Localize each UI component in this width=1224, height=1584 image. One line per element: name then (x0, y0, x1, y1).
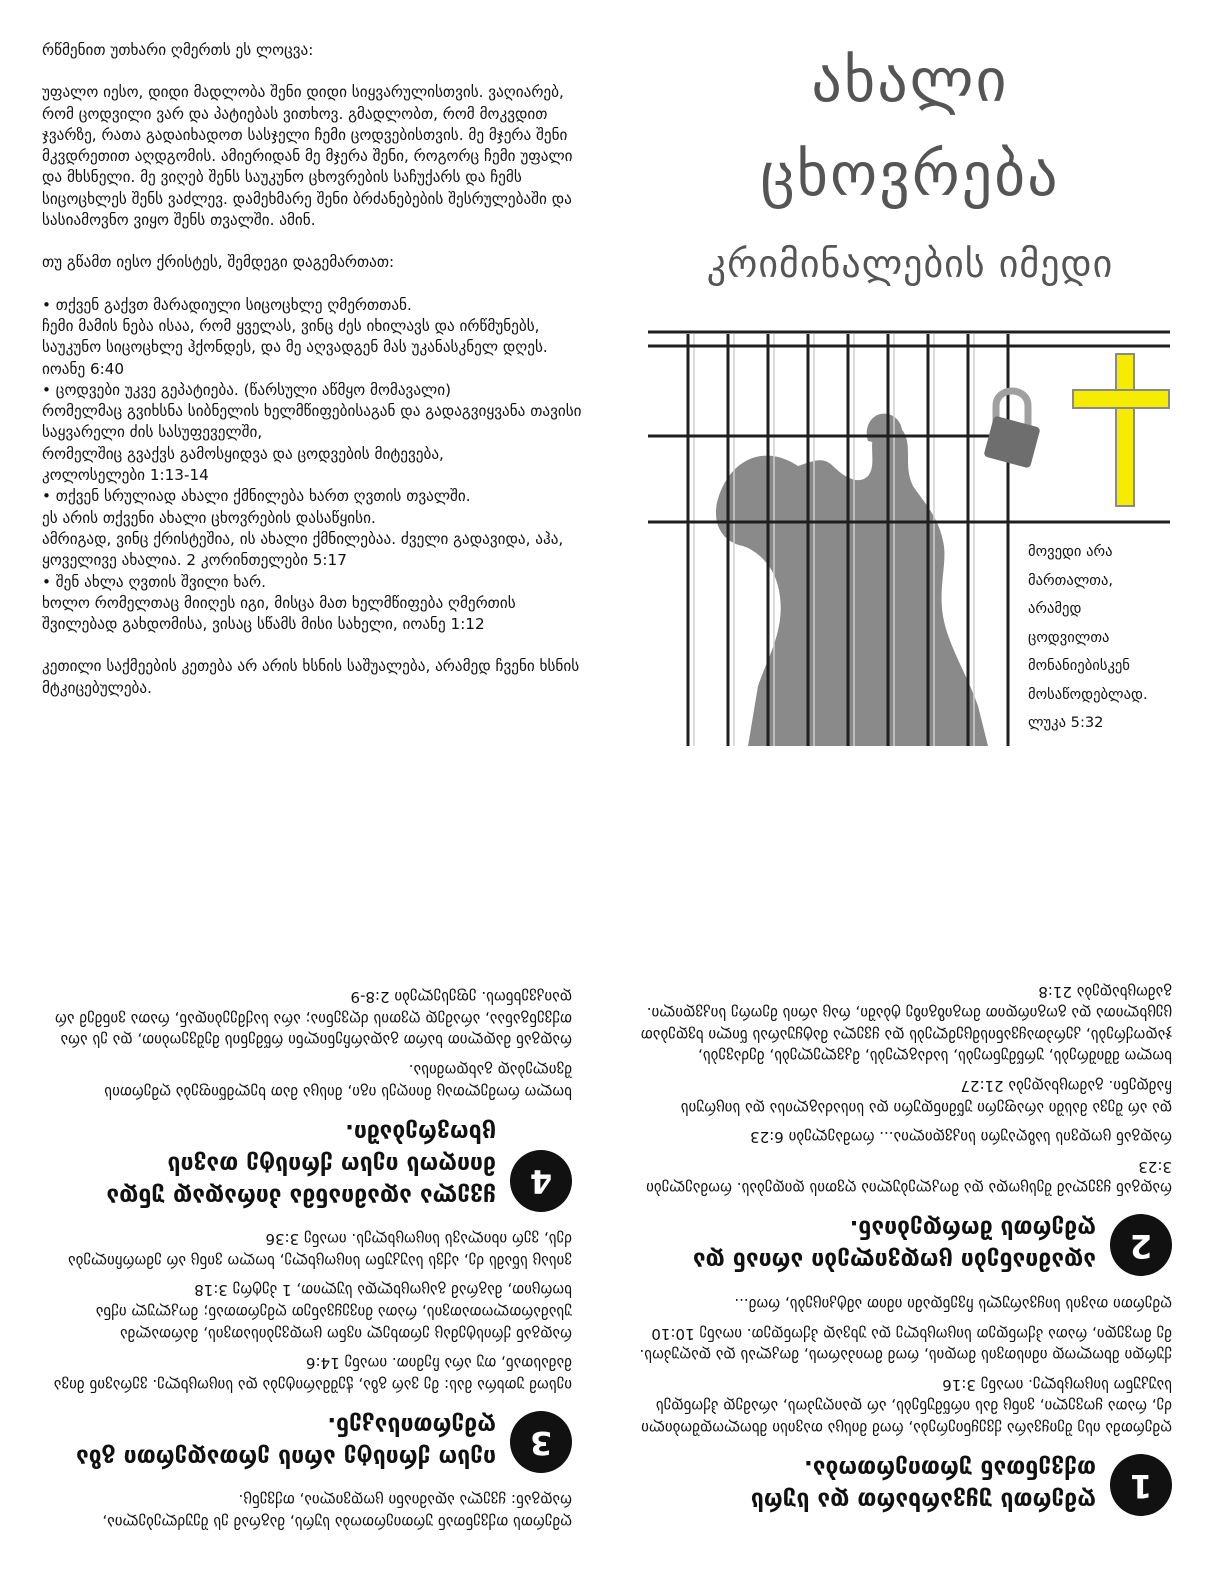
step-number-badge: 1 (1110, 1454, 1172, 1516)
step-paragraph: ღმერთმა ისე შეიყვარა ქვეყნიერება, რომ მისცა თავისი მხოლოდშობილი ძე, რათა ყოველი, ვინც მას ირწმუნებს, არ დაიღუპოს, არამედ ჰქონდეს საუკუნო სიცოცხლე. იოანე 3:16 (641, 1375, 1172, 1437)
step-paragraph: რადგან ქრისტემაც ერთხელ ივნო ცოდვებისათვის, მართალმა უსამართლოთათვის, რათა მივეყვანეთ ღმერთთან; მოკლულ იქნა ხორცით, მაგრამ გაცოცხლდა სულით, 1 პეტრე 3:18 (95, 1281, 572, 1343)
step-2 (632, 1212, 1172, 1276)
step-number-badge: 3 (510, 1411, 572, 1473)
step-4 (40, 1116, 572, 1212)
step-paragraph: ღმერთი თავის სიყვარულს ჩვენდამი იმით ამტკიცებს, რომ... (734, 1295, 1172, 1314)
cover-quote: მოვედი არა მართალთა, არამედ ცოდვილთა მონანიებისკენ მოსაწოდებლად. ლუკა 5:32 (1028, 543, 1148, 731)
prayer-text: უფალო იესო, დიდი მადლობა შენი დიდი სიყვარულისთვის. ვაღიარებ, რომ ცოდვილი ვარ და პატიებას ვითხოვ. გმადლობთ, რომ მოკვდით ჯვარზე, რათა გადაიხადოთ სასჯელი ჩემი ცოდვებისთვის. მე მჯერა შენი მკვდრეთით აღდგომის. ამიერიდან მე მჯერა შენი, როგორც ჩემი უფალი და მხსნელი. მე ვიღებ შენს საუკუნო ცხოვრების საჩუქარს და ჩემს სიცოცხლეს შენს ვაძლევ. დამეხმარე შენი ბრძანებების შესრულებაში და სასიამოვნო ვიყო შენს თვალში. ამინ. (42, 83, 573, 230)
benefit-item: • თქვენ გაქვთ მარადიული სიცოცხლე ღმერთთან. ჩემი მამის ნება ისაა, რომ ყველას, ვინც ძეს იხილავს და ირწმუნებს, საუკუნო სიცოცხლე ჰქონდეს, და მე აღვადგენ მას უკანასკნელ დღეს. იოანე 6:40 (42, 295, 548, 378)
benefit-item: • თქვენ სრულიად ახალი ქმნილება ხართ ღვთის თვალში. ეს არის თქვენი ახალი ცხოვრების დასაწყისი. ამრიგად, ვინც ქრისტეშია, ის ახალი ქმნილებაა. ძველი გადავიდა, აჰა, ყოველივე ახალია. 2 კორინთელები 5:17 (42, 487, 564, 570)
prayer-panel (42, 40, 587, 699)
step-paragraph: და არ შევა მასში არაფერი უწმინდური და სისაძაგლისა და სიცრუის ჩამდენი. გამოცხადება 21:27 (680, 1077, 1172, 1117)
intro-prompt: რწმენით უთხარი ღმერთს ეს ლოცვა: (42, 41, 314, 59)
step-title: ადამიანები ცოდვილები არიან და ღმერთს შორდებიან. (692, 1215, 1096, 1274)
step-paragraph: რადგან მადლით ხართ გადარჩენილნი რწმენის მეშვეობით, და ეს არა თქვენგანაა, არამედ ღვთის ძღვენია; არა საქმეებიდან, რათა ვინმემ არ დაიკვეხნოს. ეფესელები 2:8-9 (54, 988, 572, 1050)
prisoner-silhouette (716, 423, 988, 746)
padlock-icon (983, 391, 1040, 468)
step-paragraph: ვისაც სწამს ძე, აქვს საუკუნო სიცოცხლე, ხოლო ვინც არ ემორჩილება ძეს, ვერ იხილავს სიცოცხლეს. იოანე 3:36 (67, 1230, 572, 1270)
step-paragraph: ხოლო რომელთაც მიიღეს იგი, მისცა მათ ხელმწიფება ღმერთის შვილებად გახდომისა. (104, 1061, 572, 1101)
benefit-item: • შენ ახლა ღვთის შვილი ხარ. ხოლო რომელთაც მიიღეს იგი, მისცა მათ ხელმწიფება ღმერთის შვილებად გახდომისა, ვისაც სწამს მისი სახელი, იოანე 1:12 (42, 572, 516, 634)
step-number-badge: 4 (510, 1150, 572, 1212)
step-1 (632, 1452, 1172, 1516)
step-title: ღმერთს უყვარხართ და სურს თქვენთან ურთიერთობა. (750, 1455, 1096, 1513)
cross-icon (1073, 354, 1169, 506)
step-paragraph: იესომ უთხრა მას: მე ვარ გზა, ჭეშმარიტება და სიცოცხლე. ვერავინ მივა მამასთან, თუ არა ჩემით. იოანე 14:6 (53, 1354, 572, 1394)
step-paragraph: ხოლო მშიშრებს, ურწმუნოებს, საძაგლებს, მკვლელებს, მეძავებს, ჯადოქრებს, კერპთაყვანისმცემლებს და ყველა მატყუარას წილი ხვდებათ ცეცხლითა და გოგირდით მოგიზგიზე ტბაში, რაც არის მეორე სიკვდილი. გამოცხადება 21:8 (640, 982, 1172, 1066)
cover-title-line1: ახალი (811, 46, 1009, 116)
steps-panel-left (40, 810, 572, 1532)
step-title: იესო ქრისტე არის ერთადერთი გზა ღმერთისაკენ. (75, 1411, 496, 1470)
benefit-item: • ცოდვები უკვე გეპატიება. (წარსული აწმყო მომავალი) რომელმაც გვიხსნა სიბნელის ხელმწიფებისაგან და გადაგვიყვანა თავისი საყვარელი ძის სასუფეველში, რომელშიც გვაქვს გამოსყიდვა და ცოდვების მიტევება, კოლოსელები 1:13-14 (42, 380, 582, 485)
step-paragraph: რადგან ცოდვის საზღაური სიკვდილია... რომაელები 6:23 (750, 1128, 1172, 1147)
cover-subtitle: კრიმინალების იმედი (706, 242, 1114, 286)
panel-intro: ღმერთს თქვენთან ურთიერთობა სურს, მაგრამ ეს შეუძლებელია, რადგან: ყველა ადამიანი ცოდვილია, თქვენც. (102, 1491, 572, 1531)
if-accepted-text: თუ გწამთ იესო ქრისტეს, შემდეგი დაგემართათ: (42, 253, 395, 272)
step-number-badge: 2 (1110, 1214, 1172, 1276)
step-title: ყველა ადამიანმა პირადად უნდა მიიღოს იესო ქრისტე თავის ცხოვრებაში. (106, 1118, 496, 1209)
step-paragraph: ქურდი მხოლოდ იმისთვის მოდის, რომ მოიპაროს, მოკლას და დაღუპოს. მე მოვედი, რათა ჰქონდეთ სიცოცხლე და უხვად ჰქონდეთ. იოანე 10:10 (639, 1324, 1172, 1365)
cover-title-line2: ცხოვრება (760, 140, 1060, 210)
step-paragraph: რადგან ყველამ შესცოდა და მოკლებულია ღვთის დიდებას. რომაელები 3:23 (646, 1157, 1172, 1198)
step-3 (40, 1409, 572, 1473)
steps-panel-right (632, 822, 1172, 1532)
closing-text: კეთილი საქმეების კეთება არ არის ხსნის საშუალება, არამედ ჩვენი ხსნის მტკიცებულება. (42, 657, 580, 697)
